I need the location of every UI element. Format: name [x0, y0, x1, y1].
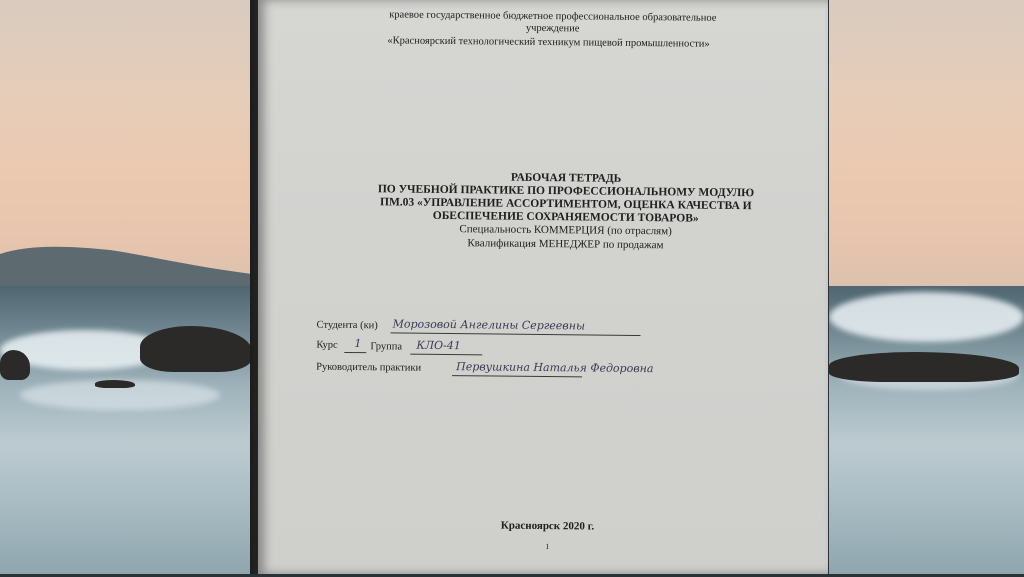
title-line-2: ПО УЧЕБНОЙ ПРАКТИКЕ ПО ПРОФЕССИОНАЛЬНОМУ МОДУЛЮ: [377, 183, 755, 200]
header-line-1: краевое государственное бюджетное профессиональное образовательное: [389, 9, 717, 24]
wave-foam: [829, 292, 1024, 342]
background-seascape-left: [0, 0, 252, 574]
header-line-2: учреждение: [525, 22, 580, 35]
title-line-3: ПМ.03 «УПРАВЛЕНИЕ АССОРТИМЕНТОМ, ОЦЕНКА КАЧЕСТВА И: [379, 196, 752, 213]
qualification-line: Квалификация МЕНЕДЖЕР по продажам: [467, 237, 664, 252]
document-content: [252, 0, 828, 577]
title-line-1: РАБОЧАЯ ТЕТРАДЬ: [510, 171, 622, 185]
document-page: [258, 0, 828, 574]
student-underline: [391, 332, 641, 336]
rock: [95, 380, 135, 388]
group-value-handwritten: КЛО-41: [416, 338, 461, 353]
student-name-handwritten: Морозовой Ангелины Сергеевны: [392, 317, 586, 333]
student-label: Студента (ки): [316, 319, 378, 332]
group-label: Группа: [370, 341, 403, 353]
course-label: Курс: [316, 339, 338, 351]
rock: [829, 352, 1019, 382]
distant-hill: [0, 244, 252, 288]
rock: [0, 350, 30, 380]
supervisor-underline: [452, 375, 582, 377]
group-underline: [410, 354, 482, 356]
city-year: Красноярск 2020 г.: [500, 519, 595, 533]
page-number: 1: [545, 542, 550, 552]
title-line-4: ОБЕСПЕЧЕНИЕ СОХРАНЯЕМОСТИ ТОВАРОВ»: [432, 209, 699, 225]
sky: [829, 0, 1024, 290]
supervisor-name-handwritten: Первушкина Наталья Федоровна: [456, 360, 654, 376]
specialty-line: Специальность КОММЕРЦИЯ (по отраслям): [459, 223, 672, 238]
supervisor-label: Руководитель практики: [316, 361, 422, 374]
course-underline: [344, 352, 366, 353]
header-line-3: «Красноярский технологический техникум пищевой промышленности»: [387, 35, 710, 50]
background-seascape-right: [829, 0, 1024, 574]
course-value-handwritten: 1: [354, 337, 362, 351]
